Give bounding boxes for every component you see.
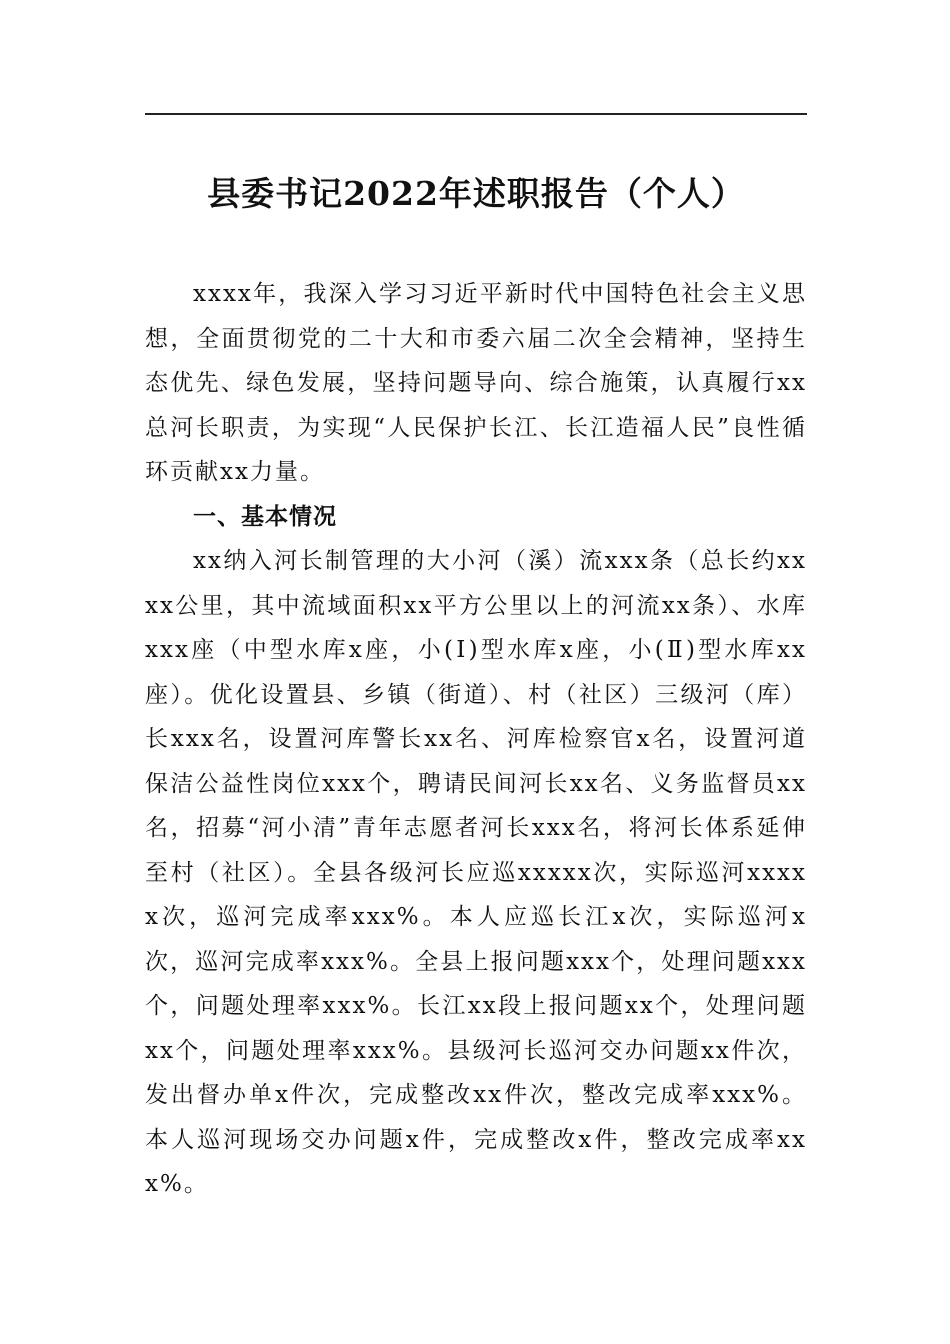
section-heading: 一、基本情况 <box>193 503 337 530</box>
intro-paragraph: xxxx年，我深入学习习近平新时代中国特色社会主义思想，全面贯彻党的二十大和市委六届二次全会精神，坚持生态优先、绿色发展，坚持问题导向、综合施策，认真履行xx总河长职责，为实现“人民保护长江、长江造福人民”良性循环贡献xx力量。 <box>145 281 807 485</box>
section-paragraph: xx纳入河长制管理的大小河（溪）流xxx条（总长约xxxx公里，其中流域面积xx平方公里以上的河流xx条）、水库xxx座（中型水库x座，小(Ⅰ)型水库x座，小(Ⅱ)型水库xx座）。优化设置县、乡镇（街道）、村（社区）三级河（库）长xxx名，设置河库警长xx名、河库检察官x名，设置河道保洁公益性岗位xxx个，聘请民间河长xx名、义务监督员xx名，招募“河小清”青年志愿者河长xxx名，将河长体系延伸至村（社区）。全县各级河长应巡xxxxx次，实际巡河xxxxx次，巡河完成率xxx%。本人应巡长江x次，实际巡河x次，巡河完成率xxx%。全县上报问题xxx个，处理问题xxx个，问题处理率xxx%。长江xx段上报问题xx个，处理问题xx个，问题处理率xxx%。县级河长巡河交办问题xx件次，发出督办单x件次，完成整改xx件次，整改完成率xxx%。本人巡河现场交办问题x件，完成整改x件，整改完成率xxx%。 <box>145 548 807 1197</box>
document-title: 县委书记2022年述职报告（个人） <box>207 174 745 213</box>
document-body <box>145 272 807 1207</box>
header-rule <box>145 113 807 115</box>
